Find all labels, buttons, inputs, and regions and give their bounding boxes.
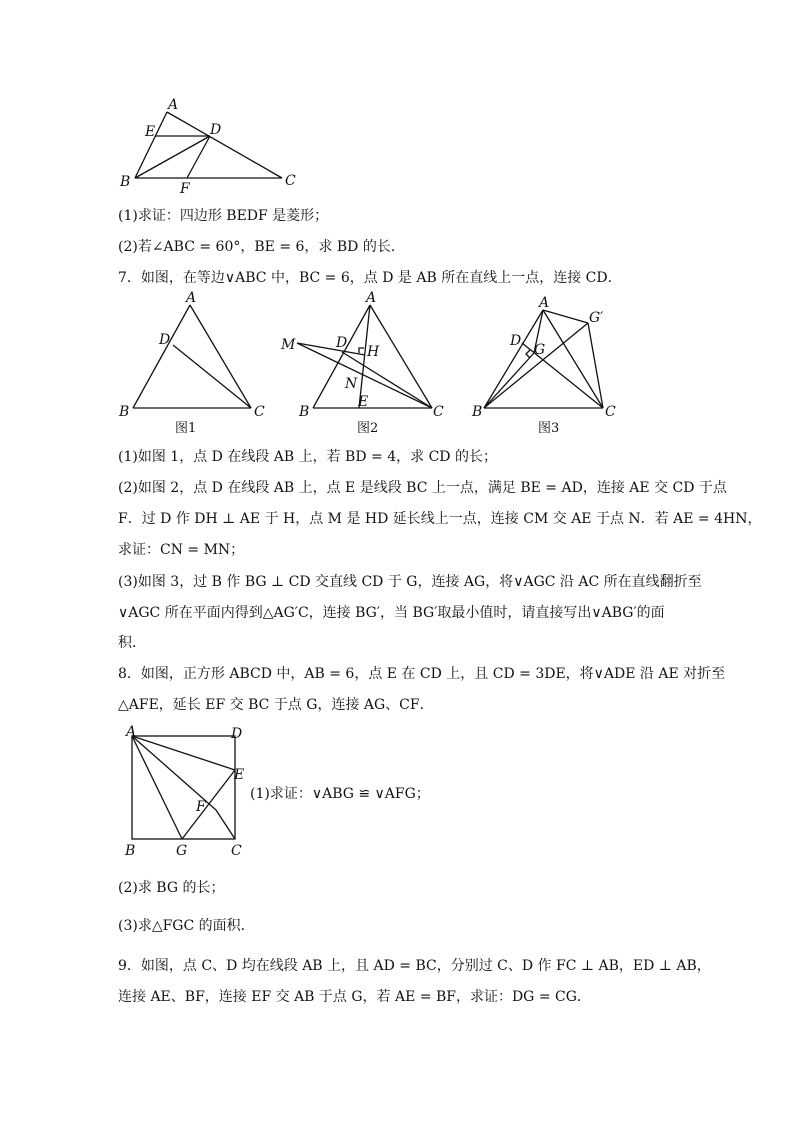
q8-stem-l1: 8．如图，正方形 ABCD 中，AB = 6，点 E 在 CD 上，且 CD = 3DE，将∨ADE 沿 AE 对折至 (118, 666, 726, 682)
fig8-label-G: G (176, 843, 188, 859)
fig1-caption: 图1 (175, 421, 197, 436)
fig2-label-A: A (366, 290, 377, 306)
fig1-label-C: C (254, 404, 265, 420)
q6-part2: (2)若∠ABC = 60°，BE = 6，求 BD 的长． (118, 239, 405, 255)
fig2-label-N: N (345, 376, 358, 392)
q7-part3-l2: ∨AGC 所在平面内得到△AG′C，连接 BG′，当 BG′取最小值时，请直接写出∨ABG′的面 (118, 605, 665, 621)
fig2-label-H: H (367, 344, 380, 360)
figure-q7-3 (470, 292, 630, 442)
q7-part2-l3: 求证：CN = MN； (118, 542, 245, 558)
fig2-label-E: E (358, 394, 369, 410)
q8-part3: (3)求△FGC 的面积． (118, 918, 255, 934)
fig2-label-M: M (281, 337, 296, 353)
q9-stem-l1: 9．如图，点 C、D 均在线段 AB 上，且 AD = BC，分别过 C、D 作 FC ⊥ AB，ED ⊥ AB， (118, 958, 711, 974)
q8-part1: (1)求证：∨ABG ≌ ∨AFG； (250, 786, 430, 802)
figure-q8 (120, 724, 260, 864)
q7-part2-l1: (2)如图 2，点 D 在线段 AB 上，点 E 是线段 BC 上一点，满足 BE = AD，连接 AE 交 CD 于点 (118, 480, 727, 496)
fig1-label-B: B (119, 404, 130, 420)
fig2-label-D: D (336, 335, 348, 351)
q7-part1: (1)如图 1，点 D 在线段 AB 上，若 BD = 4，求 CD 的长； (118, 449, 497, 465)
fig8-label-F: F (196, 799, 206, 815)
fig8-label-A: A (126, 724, 137, 740)
fig3-label-B: B (472, 404, 483, 420)
label-A: A (168, 97, 179, 113)
q7-part3-l1: (3)如图 3，过 B 作 BG ⊥ CD 交直线 CD 于 G，连接 AG，将∨AGC 沿 AC 所在直线翻折至 (118, 574, 702, 590)
fig3-label-G2: G′ (589, 310, 604, 326)
q7-stem: 7．如图，在等边∨ABC 中，BC = 6，点 D 是 AB 所在直线上一点，连接 CD． (118, 270, 622, 286)
fig1-label-D: D (159, 332, 171, 348)
q8-part2: (2)求 BG 的长； (118, 880, 225, 896)
fig3-label-D: D (510, 333, 522, 349)
fig2-caption: 图2 (357, 421, 379, 436)
fig8-label-C: C (231, 843, 242, 859)
q7-part3-l3: 积． (118, 635, 146, 651)
label-E: E (145, 124, 156, 140)
fig1-label-A: A (186, 290, 197, 306)
fig3-label-G: G (534, 342, 546, 358)
label-B: B (120, 174, 131, 190)
label-D: D (210, 122, 222, 138)
label-C: C (285, 173, 296, 189)
fig3-label-C: C (605, 404, 616, 420)
fig3-caption: 图3 (538, 421, 560, 436)
q8-stem-l2: △AFE，延长 EF 交 BC 于点 G，连接 AG、CF． (118, 697, 434, 713)
figure-q7-1 (115, 292, 275, 442)
fig2-label-C: C (433, 404, 444, 420)
q9-stem-l2: 连接 AE、BF，连接 EF 交 AB 于点 G，若 AE = BF，求证：DG = CG． (118, 989, 591, 1005)
q7-part2-l2: F．过 D 作 DH ⊥ AE 于 H，点 M 是 HD 延长线上一点，连接 CM 交 AE 于点 N．若 AE = 4HN， (118, 511, 762, 527)
figure-q6 (110, 95, 310, 195)
figure-q7-2 (275, 292, 455, 442)
fig8-label-B: B (125, 843, 136, 859)
fig8-label-D: D (231, 726, 243, 742)
fig2-label-B: B (299, 404, 310, 420)
q6-part1: (1)求证：四边形 BEDF 是菱形； (118, 208, 329, 224)
fig8-label-E: E (234, 767, 245, 783)
fig3-label-A: A (539, 295, 550, 311)
label-F: F (180, 181, 190, 197)
